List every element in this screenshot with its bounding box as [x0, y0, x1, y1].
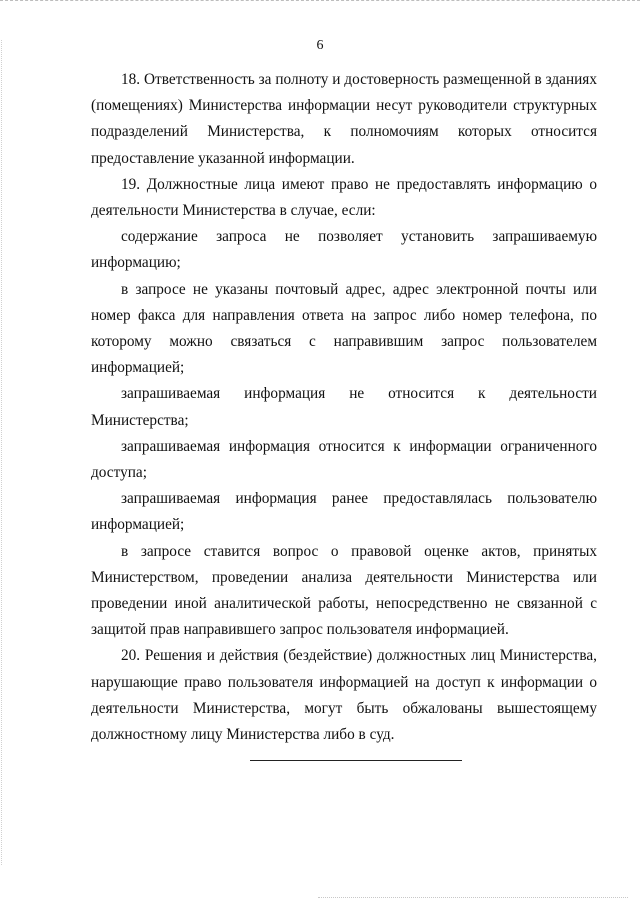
paragraph-19: 19. Должностные лица имеют право не предоставлять информацию о деятельности Министерства в случае, если:: [91, 175, 597, 220]
scan-edge-top: [0, 0, 640, 2]
page-number: 6: [316, 38, 324, 53]
list-item-not-related: запрашиваемая информация не относится к деятельности Министерства;: [91, 385, 597, 429]
scan-edge-left: [1, 40, 3, 865]
end-of-document-line: [250, 760, 462, 761]
document-body: [91, 67, 597, 748]
paragraph-20: 20. Решения и действия (бездействие) должностных лиц Министерства, нарушающие право пользователя информацией на доступ к информации о деятельности Министерства, могут быть обжалованы вышестоящему должностному лицу Министерства либо в суд.: [91, 647, 597, 744]
scan-edge-bottom: [318, 897, 628, 899]
list-item-previously-provided: запрашиваемая информация ранее предоставлялась пользователю информацией;: [91, 490, 597, 534]
list-item-restricted: запрашиваемая информация относится к информации ограниченного доступа;: [91, 437, 597, 482]
paragraph-18: 18. Ответственность за полноту и достоверность размещенной в зданиях (помещениях) Министерства информации несут руководители структурных подразделений Министерства, к полномочиям которых относится предоставление указанной информации.: [91, 71, 597, 167]
list-item-no-address: в запросе не указаны почтовый адрес, адрес электронной почты или номер факса для направления ответа на запрос либо номер телефона, по которому можно связаться с направившим запрос пользователем информацией;: [91, 280, 597, 377]
list-item-content: содержание запроса не позволяет установить запрашиваемую информацию;: [91, 228, 597, 272]
list-item-legal-assessment: в запросе ставится вопрос о правовой оценке актов, принятых Министерством, проведении анализа деятельности Министерства или проведении иной аналитической работы, непосредственно не связанной с защитой прав направившего запрос пользователя информацией.: [91, 542, 597, 639]
